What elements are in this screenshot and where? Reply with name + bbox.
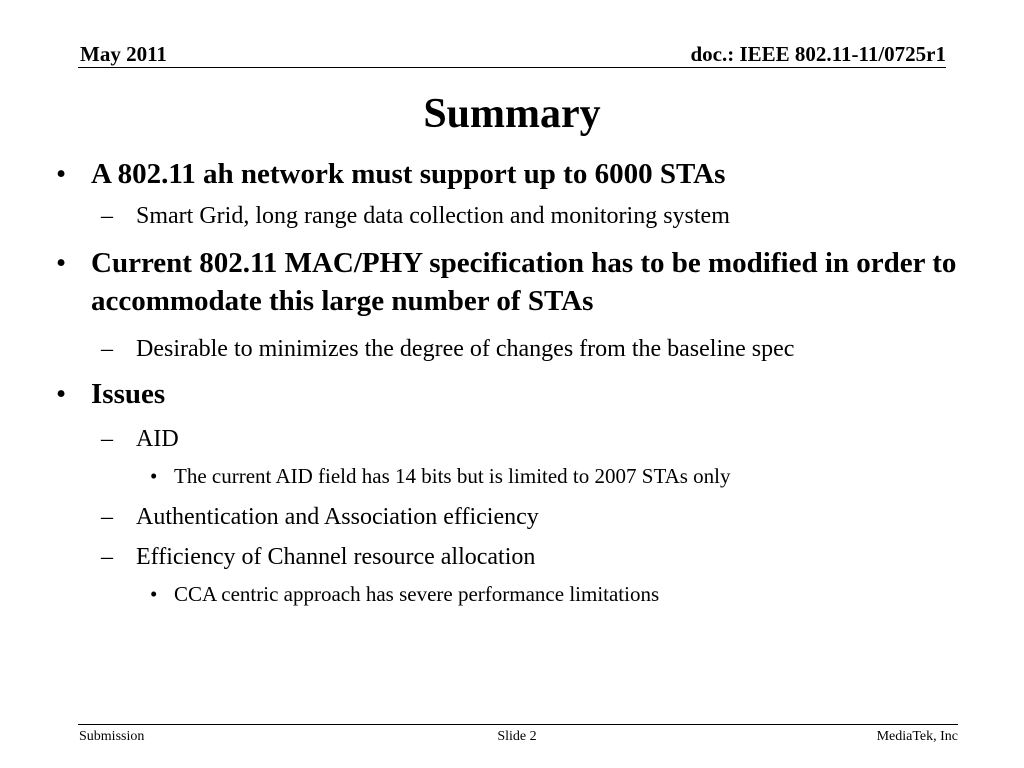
sub-sub-bullet-text: The current AID field has 14 bits but is limited to 2007 STAs only xyxy=(174,464,731,488)
bullet-icon: • xyxy=(56,378,67,410)
sub-bullet-item xyxy=(101,201,956,231)
sub-sub-bullet-item xyxy=(150,581,954,607)
bullet-icon: • xyxy=(150,464,158,488)
sub-bullet-text: Authentication and Association efficiency xyxy=(136,504,539,530)
footer-company: MediaTek, Inc xyxy=(876,729,958,744)
sub-bullet-text: Desirable to minimizes the degree of changes from the baseline spec xyxy=(136,336,795,362)
sub-sub-bullet-item xyxy=(150,463,954,489)
bullet-icon: • xyxy=(56,158,67,190)
footer-slide-number: Slide 2 xyxy=(497,729,537,744)
sub-bullet-item xyxy=(101,424,956,454)
footer-divider xyxy=(78,724,958,725)
sub-bullet-text: Efficiency of Channel resource allocation xyxy=(136,544,536,570)
header-date: May 2011 xyxy=(80,42,167,66)
bullet-item xyxy=(56,375,961,413)
footer-submission: Submission xyxy=(79,729,145,744)
sub-bullet-text: AID xyxy=(136,426,179,452)
dash-icon: – xyxy=(101,544,113,570)
sub-sub-bullet-text: CCA centric approach has severe performance limitations xyxy=(174,582,660,606)
bullet-text: A 802.11 ah network must support up to 6000 STAs xyxy=(91,158,726,190)
bullet-item xyxy=(56,155,961,193)
bullet-text: Current 802.11 MAC/PHY specification has to be modified in order to accommodate this large number of STAs xyxy=(91,247,957,317)
header-doc-id: doc.: IEEE 802.11-11/0725r1 xyxy=(690,42,946,66)
sub-bullet-item xyxy=(101,542,956,572)
sub-bullet-item xyxy=(101,334,956,364)
slide-title: Summary xyxy=(423,91,601,137)
bullet-text: Issues xyxy=(91,378,166,410)
dash-icon: – xyxy=(101,336,113,362)
header-divider xyxy=(78,67,946,68)
dash-icon: – xyxy=(101,203,113,229)
sub-bullet-item xyxy=(101,502,956,532)
bullet-item xyxy=(56,244,961,320)
sub-bullet-text: Smart Grid, long range data collection and monitoring system xyxy=(136,203,730,229)
bullet-icon: • xyxy=(150,582,158,606)
dash-icon: – xyxy=(101,426,113,452)
bullet-icon: • xyxy=(56,247,67,279)
dash-icon: – xyxy=(101,504,113,530)
